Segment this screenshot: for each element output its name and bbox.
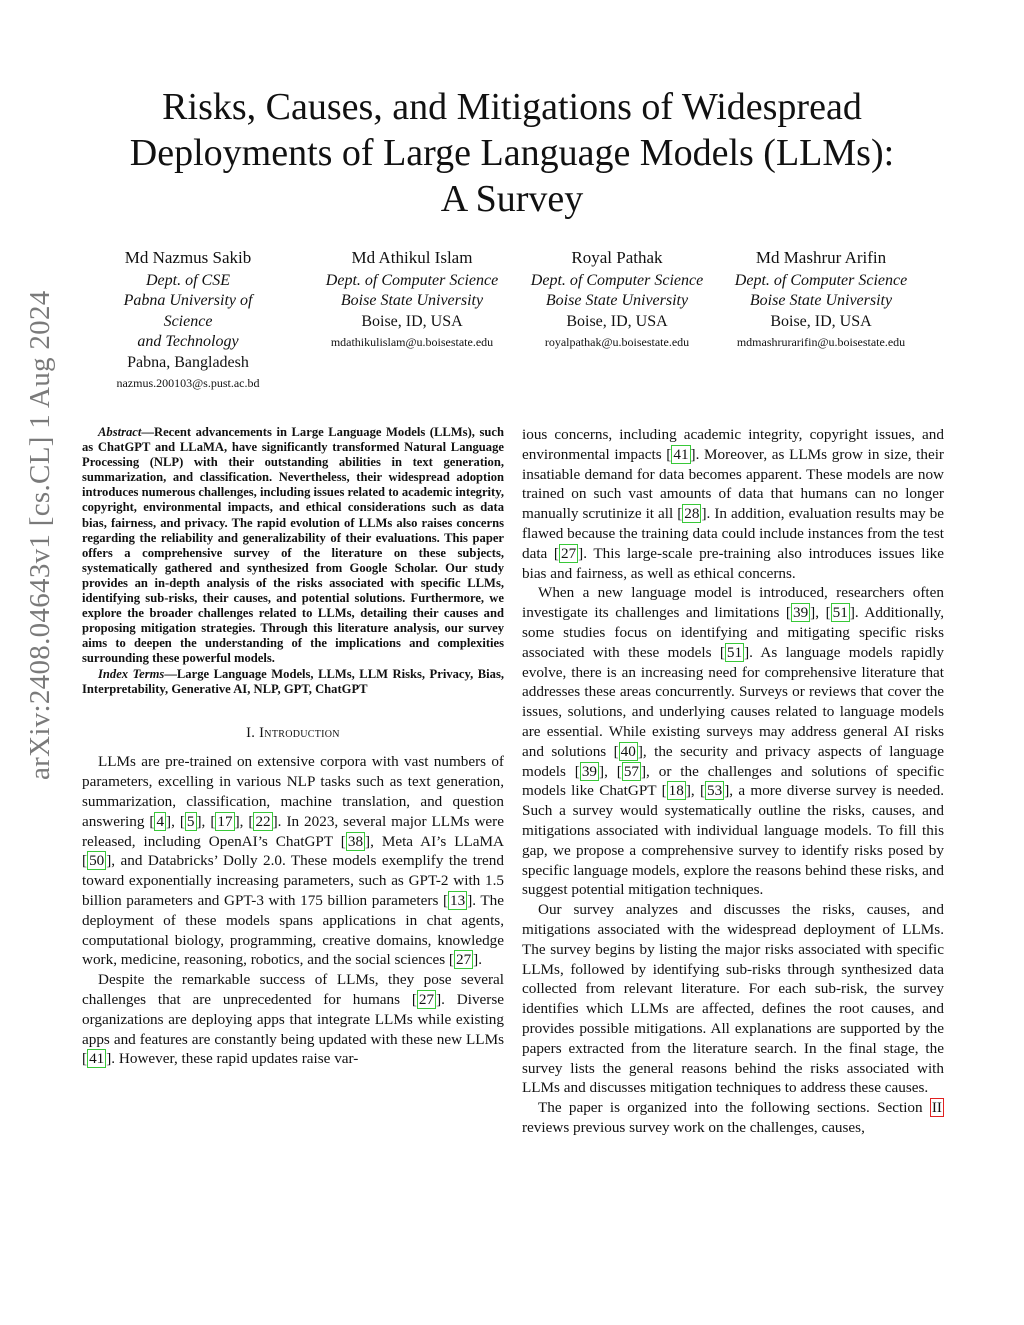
title-line: Deployments of Large Language Models (LLMs): (129, 132, 895, 174)
citation-link[interactable]: 40 (620, 742, 636, 760)
citation-link[interactable]: 51 (832, 604, 848, 622)
citation-link[interactable]: 13 (450, 892, 466, 910)
author-affiliation: Boise State University (545, 292, 689, 309)
title-line: Risks, Causes, and Mitigations of Widespread (162, 86, 862, 128)
author-email: nazmus.200103@s.pust.ac.bd (116, 376, 260, 390)
intro-paragraph-5: The paper is organized into the following sections. Section II reviews previous survey work on the challenges, causes, (522, 1099, 942, 1136)
author-location: Pabna, Bangladesh (127, 353, 249, 371)
citation-link[interactable]: 28 (684, 505, 700, 523)
abstract-text: Recent advancements in Large Language Models (LLMs), such as ChatGPT and LLaMA, have significantly transformed Natural Language Processing (NLP) with their outstanding abilities in text generation, summarization, and classification. Nevertheless, their widespread adoption introduces numerous challenges, including issues related to academic integrity, copyright, environmental impacts, and ethical considerations such as data bias, fairness, and privacy. The rapid evolution of LLMs also raises concerns regarding the reliability and generalizability of their evaluations. This paper offers a comprehensive survey of the literature on these subjects, systematically gathered and synthesized from Google Scholar. Our study provides an in-depth analysis of the risks associated with specific LLMs, identifying sub-risks, their causes, and potential solutions. Furthermore, we explore the broader challenges related to LLMs, detailing their causes and proposing mitigation strategies. Through this literature analysis, our survey aims to deepen the understanding of the implications and complexities surrounding these powerful models. (82, 425, 504, 666)
author-block-2 (312, 248, 512, 353)
author-affiliation: Dept. of Computer Science (530, 271, 704, 289)
right-column (522, 425, 944, 1138)
index-terms-text: Large Language Models, LLMs, LLM Risks, Privacy, Bias, Interpretability, Generative AI, NLP, GPT, ChatGPT (82, 666, 504, 696)
arxiv-identifier: arXiv:2408.04643v1 [cs.CL] 1 Aug 2024 (24, 290, 56, 780)
citation-link[interactable]: 27 (418, 991, 435, 1009)
citation-link[interactable]: 51 (726, 643, 743, 661)
author-email: royalpathak@u.boisestate.edu (544, 335, 690, 349)
index-terms-label: Index Terms (98, 666, 165, 681)
title-line: A Survey (440, 178, 584, 220)
section-title: Introduction (259, 724, 340, 741)
citation-link[interactable]: 39 (792, 604, 809, 622)
citation-link[interactable]: 39 (581, 762, 598, 780)
author-email: mdmashrurarifin@u.boisestate.edu (736, 335, 906, 349)
intro-paragraph-2: Despite the remarkable success of LLMs, they pose several challenges that are unprecedented for humans [ 27 ]. Diverse organizations are deploying apps that integrate LLMs while existing apps and features are constantly being updated with these new LLMs [ 41 ]. However, these rapid updates raise var- (82, 971, 505, 1068)
author-email: mdathikulislam@u.boisestate.edu (330, 335, 494, 349)
author-name: Royal Pathak (571, 248, 663, 267)
citation-link[interactable]: 41 (89, 1050, 105, 1068)
author-name: Md Athikul Islam (351, 248, 473, 267)
intro-paragraph-1: LLMs are pre-trained on extensive corpora with vast numbers of parameters, excelling in various NLP tasks such as text generation, summarization, classification, machine translation, and question answering [ 4 ], [ 5 ], [ 17 ], [ 22 ]. In 2023, several major LLMs were released, including OpenAI’s ChatGPT [ 38 ], Meta AI’s LLaMA [ 50 ], and Databricks’ Dolly 2.0. These models exemplify the trend toward exponentially increasing parameters, such as GPT-2 with 1.5 billion parameters and GPT-3 with 175 billion parameters [ 13 ]. The deployment of these models spans applications in chat agents, computational biology, programming, creative domains, knowledge work, medicine, reasoning, robotics, and the social sciences [ 27 ]. (82, 753, 504, 969)
citation-link[interactable]: 27 (560, 544, 577, 562)
intro-paragraph-3: When a new language model is introduced, researchers often investigate its challenges and limitations [ 39 ], [ 51 ]. Additionally, some studies focus on identifying and mitigating specific risks associated with these models [ 51 ]. As language models rapidly evolve, there is an increasing need for comprehensive literature that addresses these areas concurrently. Surveys or reviews that cover the issues, solutions, and underlying causes related to language models are essential. While existing surveys may address general AI risks and solutions [ 40 ], the security and privacy aspects of language models [ 39 ], [ 57 ], or the challenges and solutions of specific models like ChatGPT [ 18 ], [ 53 ], a more diverse survey is needed. Such a survey would systematically outline the risks, causes, and mitigations associated with individual language models. To fill this gap, we propose a comprehensive survey to identify risks posed by specific language models, explore the reasons behind these risks, and suggest potential mitigation techniques. (522, 584, 945, 899)
citation-link[interactable]: 17 (217, 812, 233, 830)
author-affiliation: Boise State University (749, 292, 893, 309)
abstract-label: Abstract (98, 425, 142, 439)
author-location: Boise, ID, USA (566, 312, 668, 330)
author-block-4 (714, 248, 928, 353)
section-link[interactable]: II (931, 1099, 942, 1117)
citation-link[interactable]: 41 (673, 445, 689, 463)
author-name: Md Nazmus Sakib (124, 248, 252, 267)
left-column (82, 425, 504, 1069)
citation-link[interactable]: 18 (668, 782, 684, 800)
author-block-1 (98, 248, 278, 394)
author-affiliation: Boise State University (340, 292, 484, 309)
author-location: Boise, ID, USA (770, 312, 872, 330)
citation-link[interactable]: 50 (89, 852, 105, 870)
citation-link[interactable]: 22 (255, 812, 271, 830)
citation-link[interactable]: 4 (156, 812, 165, 830)
section-numeral: I. (246, 724, 256, 741)
citation-link[interactable]: 53 (707, 782, 723, 800)
citation-link[interactable]: 27 (455, 951, 472, 969)
author-affiliation: and Technology (137, 333, 239, 350)
abstract (82, 425, 504, 667)
citation-link[interactable]: 38 (347, 832, 364, 850)
index-terms-dash: — (164, 666, 177, 681)
abstract-dash: — (141, 425, 154, 439)
intro-paragraph-2-continued: ious concerns, including academic integrity, copyright issues, and environmental impacts [ 41 ]. Moreover, as LLMs grow in size, their insatiable demand for data becomes apparent. These models are now trained on such vast amounts of data that humans can no longer manually scrutinize it all [ 28 ]. In addition, evaluation results may be flawed because the training data could include instances from the test data [ 27 ]. This large-scale pre-training also introduces issues like bias and fairness, as well as ethical concerns. (522, 426, 945, 582)
author-affiliation: Dept. of CSE (146, 271, 230, 289)
author-affiliation: Dept. of Computer Science (325, 271, 499, 289)
author-block-3 (517, 248, 717, 353)
author-affiliation: Pabna University of Science (123, 292, 253, 330)
author-location: Boise, ID, USA (361, 312, 463, 330)
paper-title (80, 84, 944, 222)
intro-paragraph-4: Our survey analyzes and discusses the risks, causes, and mitigations associated with the widespread deployment of LLMs. The survey begins by listing the major risks associated with specific LLMs, followed by identifying sub-risks through synthesized data collected from relevant literature. For each sub-risk, the survey identifies which LLMs are affected, defines the root causes, and provides possible mitigations. All explanations are supported by the papers extracted from the literature search. In the final stage, the survey lists the general reasons behind the risks associated with LLMs and discusses mitigation techniques to address these causes. (522, 901, 944, 1097)
citation-link[interactable]: 5 (186, 812, 195, 830)
citation-link[interactable]: 57 (623, 762, 639, 780)
section-heading (82, 724, 504, 744)
index-terms (82, 667, 504, 697)
author-affiliation: Dept. of Computer Science (734, 271, 908, 289)
author-name: Md Mashrur Arifin (755, 248, 887, 267)
